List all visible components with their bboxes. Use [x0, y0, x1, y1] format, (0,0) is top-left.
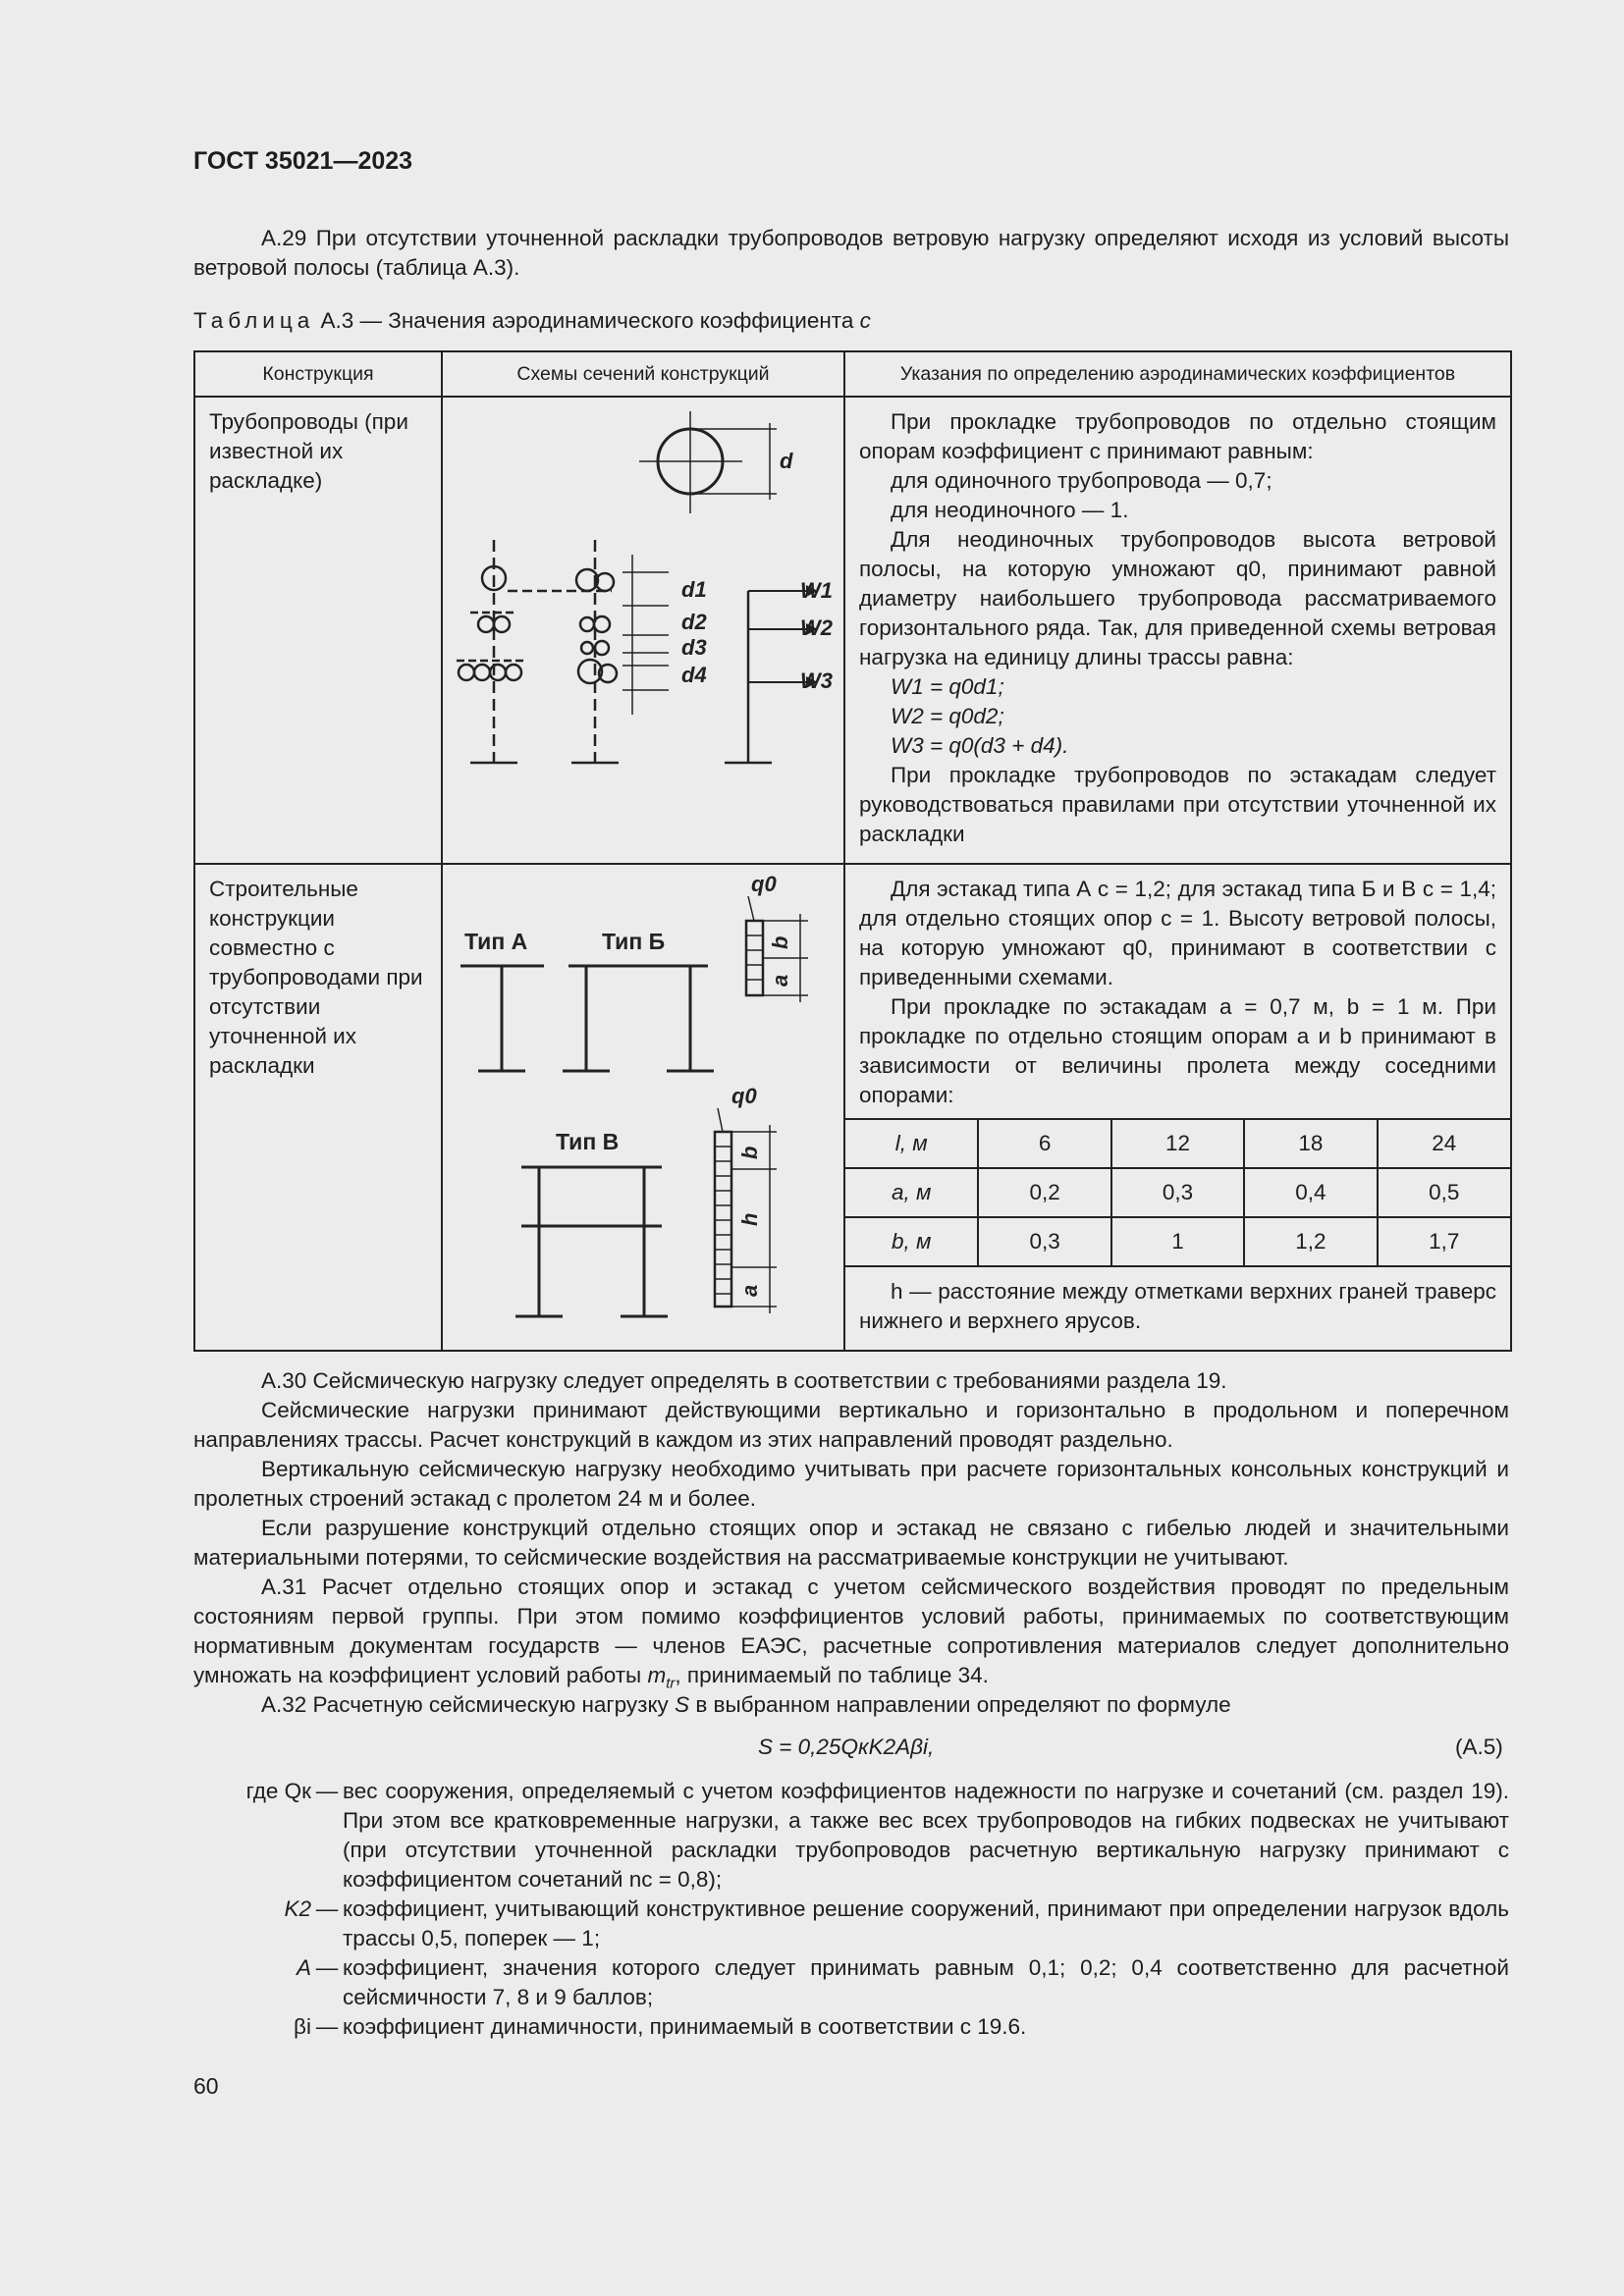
- label-a-top: a: [768, 974, 792, 987]
- row2-construction: Строительные конструкции совместно с трубопроводами при отсутствии уточненной их раскладки: [194, 864, 442, 1351]
- header-construction: Конструкция: [194, 351, 442, 397]
- formula-a5: S = 0,25QкK2Aβi,: [758, 1735, 935, 1759]
- header-instructions: Указания по определению аэродинамических коэффициентов: [844, 351, 1511, 397]
- formula-number: (А.5): [1455, 1735, 1503, 1759]
- where-item: βi — коэффициент динамичности, принимаемый в соответствии с 19.6.: [294, 2014, 1027, 2039]
- label-d3: d3: [681, 635, 707, 660]
- document-header: ГОСТ 35021—2023: [193, 147, 413, 175]
- label-type-a: Тип А: [464, 929, 528, 954]
- label-type-v: Тип В: [556, 1129, 620, 1154]
- table-a3: [193, 350, 1512, 1352]
- where-item: K2 — коэффициент, учитывающий конструктивное решение сооружений, принимают при определении нагрузок вдоль трассы 0,5, поперек — 1;: [284, 1896, 1509, 1950]
- paragraph-a31: А.31 Расчет отдельно стоящих опор и эстакад с учетом сейсмического воздействия проводят по предельным состояниям первой группы. При этом помимо коэффициентов условий работы, принимаемых по соответствующим нормативным документам государств — членов ЕАЭС, расчетные сопротивления материалов следует дополнительно умножать на коэффициент условий работы $m_{tr}$, принимаемый по таблице 34.: [193, 1575, 1509, 1692]
- pipeline-scheme-diagram: [443, 398, 841, 857]
- table-caption: Таблица А.3 — Значения аэродинамического коэффициента c: [193, 308, 871, 333]
- row2-note: h — расстояние между отметками верхних граней траверс нижнего и верхнего ярусов.: [859, 1279, 1496, 1333]
- paragraph-seismic-1: Сейсмические нагрузки принимают действующими вертикально и горизонтально в продольном и поперечном направлениях трассы. Расчет конструкций в каждом из этих направлений проводят раздельно.: [193, 1398, 1509, 1452]
- row1-scheme: [442, 397, 844, 864]
- label-w1: W1: [800, 578, 833, 603]
- label-h: h: [737, 1212, 762, 1226]
- label-q0-top: q0: [751, 872, 777, 896]
- row2-scheme: [442, 864, 844, 1351]
- label-d4: d4: [681, 663, 707, 687]
- paragraph-seismic-3: Если разрушение конструкций отдельно стоящих опор и эстакад не связано с гибелью людей и значительными материальными потерями, то сейсмические воздействия на рассматриваемые конструкции не учитывают.: [193, 1516, 1509, 1570]
- row2-instructions: Для эстакад типа А c = 1,2; для эстакад типа Б и В c = 1,4; для отдельно стоящих опор c = 1. Высоту ветровой полосы, на которую умножают q0, принимают в соответствии с приведенными схемами. При прокладке по эстакадам a = 0,7 м, b = 1 м. При прокладке по отдельно стоящим опорам a и b принимают в зависимости от величины пролета между соседними опорами: l, м 6 12 18 24 a, м 0,2 0,3 0,4 0,5 b, м 0,3 1 1,2 1,7 h — расстояние между отметками верхних граней траверс нижнего и верхнего ярусов.: [844, 864, 1511, 1351]
- label-w2: W2: [800, 615, 833, 640]
- label-d2: d2: [681, 610, 707, 634]
- span-subtable: l, м 6 12 18 24 a, м 0,2 0,3 0,4 0,5 b, м 0,3 1 1,2 1,7: [845, 1118, 1510, 1267]
- where-item: где Qк — вес сооружения, определяемый с учетом коэффициентов надежности по нагрузке и сочетаний (см. раздел 19). При этом все кратковременные нагрузки, а также вес всех трубопроводов на гибких подвесках не учитывают (при отсутствии уточненной раскладки трубопроводов расчетную вертикальную нагрузку принимают с коэффициентом сочетаний nc = 0,8);: [245, 1779, 1509, 1892]
- label-d1: d1: [681, 577, 707, 602]
- where-item: A — коэффициент, значения которого следует принимать равным 0,1; 0,2; 0,4 соответственно для расчетной сейсмичности 7, 8 и 9 баллов;: [296, 1955, 1509, 2009]
- trestle-types-diagram: [443, 865, 841, 1344]
- row1-instructions: При прокладке трубопроводов по отдельно стоящим опорам коэффициент c принимают равным: для одиночного трубопровода — 0,7; для неодиночного — 1. Для неодиночных трубопроводов высота ветровой полосы, на которую умножают q0, принимают равной диаметру наибольшего трубопровода рассматриваемого горизонтального ряда. Так, для приведенной схемы ветровая нагрузка на единицу длины трассы равна: W1 = q0d1; W2 = q0d2; W3 = q0(d3 + d4). При прокладке трубопроводов по эстакадам следует руководствоваться правилами при отсутствии уточненной их раскладки: [844, 397, 1511, 864]
- label-q0-bottom: q0: [731, 1084, 757, 1108]
- header-schemes: Схемы сечений конструкций: [442, 351, 844, 397]
- page-number: 60: [193, 2073, 219, 2099]
- label-b-top: b: [768, 935, 792, 949]
- label-type-b: Тип Б: [602, 929, 666, 954]
- label-b-bottom: b: [737, 1146, 762, 1159]
- label-w3: W3: [800, 668, 833, 693]
- paragraph-a32: А.32 Расчетную сейсмическую нагрузку S в выбранном направлении определяют по формуле: [261, 1692, 1231, 1717]
- where-list: [193, 1777, 1509, 2042]
- label-a-bottom: a: [737, 1284, 762, 1297]
- row1-construction: Трубопроводы (при известной их раскладке): [194, 397, 442, 864]
- paragraph-a30: А.30 Сейсмическую нагрузку следует определять в соответствии с требованиями раздела 19.: [261, 1368, 1227, 1393]
- paragraph-seismic-2: Вертикальную сейсмическую нагрузку необходимо учитывать при расчете горизонтальных консольных конструкций и пролетных строений эстакад с пролетом 24 м и более.: [193, 1457, 1509, 1511]
- label-d: d: [780, 449, 793, 473]
- paragraph-a29: А.29 При отсутствии уточненной раскладки трубопроводов ветровую нагрузку определяют исходя из условий высоты ветровой полосы (таблица А.3).: [193, 226, 1509, 280]
